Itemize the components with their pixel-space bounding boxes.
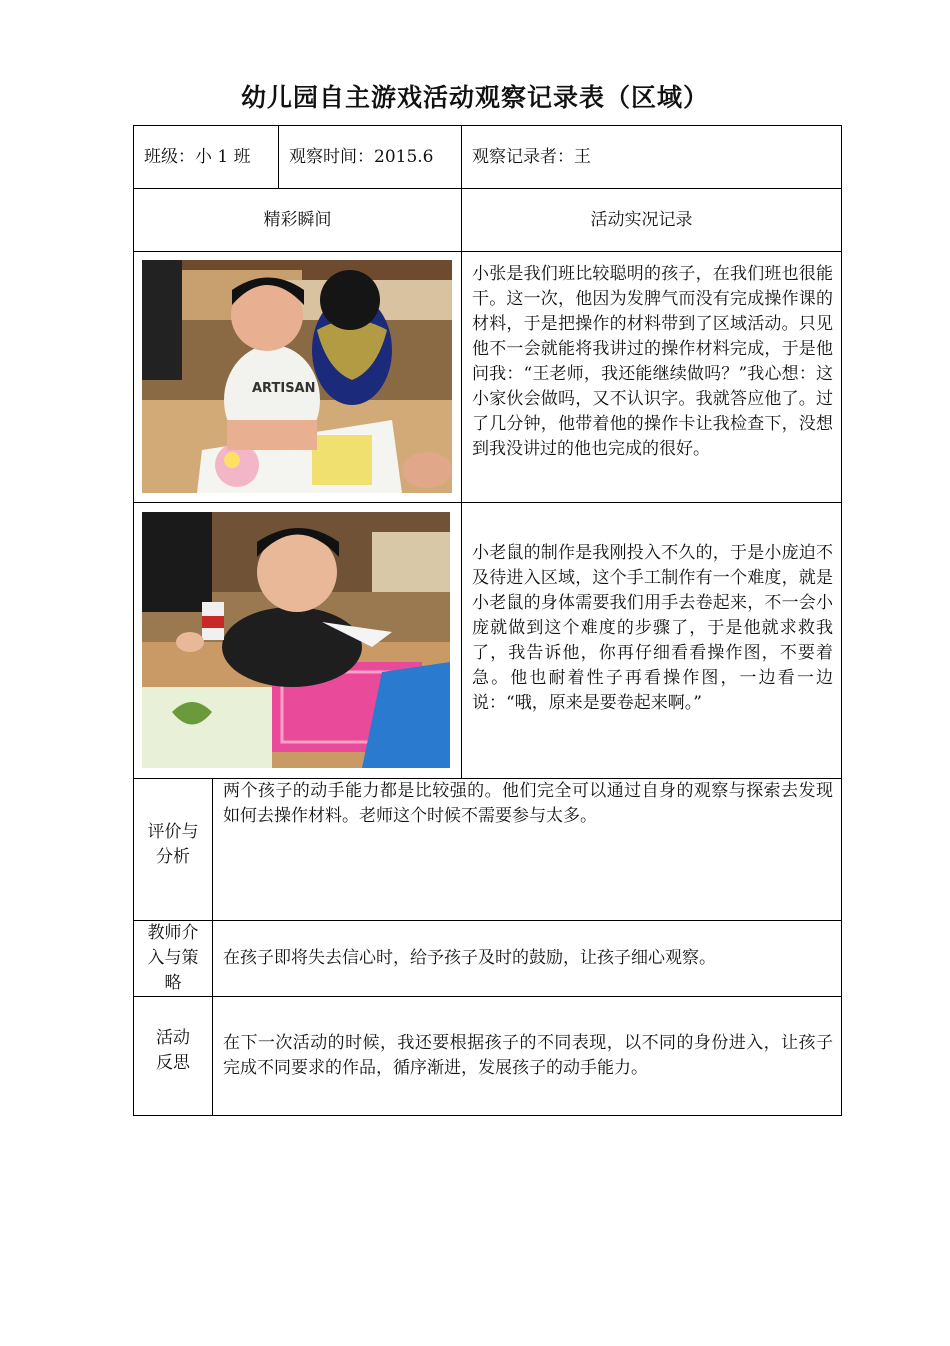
recorder-cell: 观察记录者：王	[461, 125, 842, 189]
intervention-label: 教师介入与策略	[133, 920, 213, 997]
intervention-text: 在孩子即将失去信心时，给予孩子及时的鼓励，让孩子细心观察。	[212, 920, 842, 997]
reflection-text: 在下一次活动的时候，我还要根据孩子的不同表现，以不同的身份进入，让孩子完成不同要求的作品，循序渐进，发展孩子的动手能力。	[212, 996, 842, 1116]
class-cell: 班级：小 1 班	[133, 125, 279, 189]
evaluation-text: 两个孩子的动手能力都是比较强的。他们完全可以通过自身的观察与探索去发现如何去操作材料。老师这个时候不需要参与太多。	[212, 778, 842, 921]
activity-photo-2	[142, 512, 450, 768]
shirt-text: ARTISAN	[252, 381, 316, 396]
reflection-label: 活动反思	[133, 996, 213, 1116]
activity-photo-1	[142, 260, 452, 493]
observation-time-cell: 观察时间：2015.6	[278, 125, 462, 189]
page-title: 幼儿园自主游戏活动观察记录表（区域）	[240, 83, 709, 112]
record-text-1: 小张是我们班比较聪明的孩子，在我们班也很能干。这一次，他因为发脾气而没有完成操作课的材料，于是把操作的材料带到了区域活动。只见他不一会就能将我讲过的操作材料完成，于是他问我：“王老师，我还能继续做吗？”我心想：这小家伙会做吗，又不认识字。我就答应他了。过了几分钟，他带着他的操作卡让我检查下，没想到我没讲过的他也完成的很好。	[461, 251, 842, 503]
highlights-header: 精彩瞬间	[133, 188, 462, 252]
evaluation-label: 评价与分析	[133, 778, 213, 921]
record-header-label: 活动实况记录	[590, 209, 693, 230]
record-text-2: 小老鼠的制作是我刚投入不久的，于是小庞迫不及待进入区域，这个手工制作有一个难度，就是小老鼠的身体需要我们用手去卷起来，不一会小庞就做到这个难度的步骤了，于是他就求救我了，我告诉他，你再仔细看看操作图，不要着急。他也耐着性子再看操作图，一边看一边说：“哦，原来是要卷起来啊。”	[461, 502, 842, 779]
record-header	[461, 188, 842, 252]
